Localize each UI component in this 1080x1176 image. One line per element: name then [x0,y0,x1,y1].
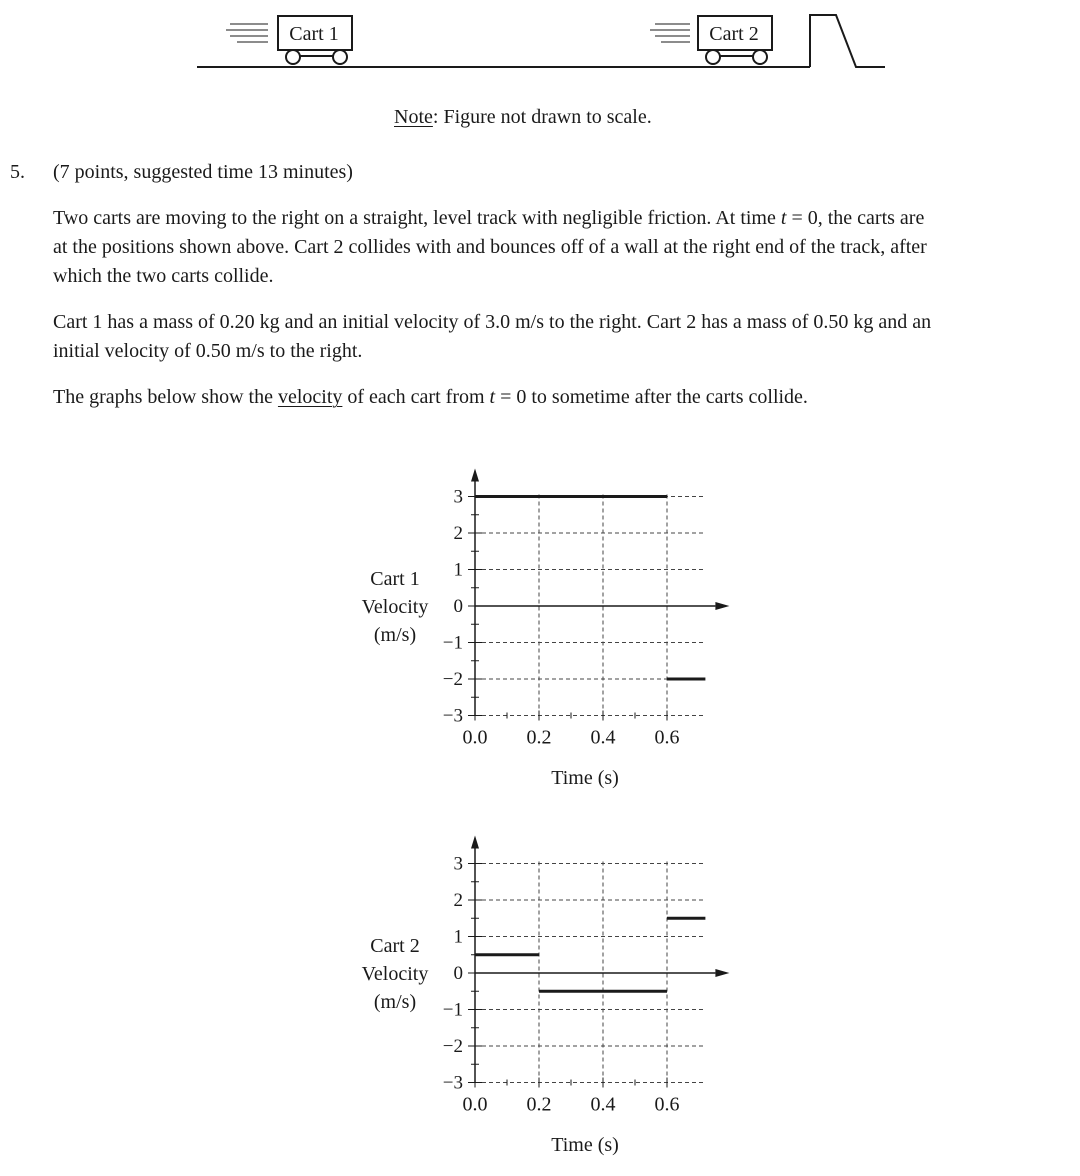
x-axis-label: Time (s) [551,1134,619,1156]
paragraph-3: The graphs below show the velocity of each cart from t = 0 to sometime after the carts collide. [53,386,808,408]
cart-1 [226,16,352,64]
x-tick-label: 0.4 [590,1093,616,1116]
paragraph-2 [53,308,1073,366]
carts-figure [0,0,1080,110]
question-number: 5. [10,161,25,183]
y-axis-label: (m/s) [373,624,417,646]
x-tick-label: 0.0 [462,726,488,749]
y-tick-label: −3 [442,1072,463,1094]
y-axis-label: Velocity [361,963,429,985]
question-points: (7 points, suggested time 13 minutes) [53,161,353,183]
x-tick-label: 0.6 [654,1093,680,1116]
cart-2-wheel [753,50,767,64]
x-axis-label: Time (s) [551,767,619,789]
x-tick-label: 0.4 [590,726,616,749]
y-tick-label: 2 [453,890,463,911]
x-axis-arrow [715,969,729,977]
y-tick-label: 3 [453,486,463,508]
x-tick-label: 0.2 [526,726,552,749]
cart-2 [650,16,772,64]
y-axis-label: Cart 1 [370,568,420,590]
cart-2-wheel [706,50,720,64]
y-tick-label: −3 [442,705,463,727]
y-tick-label: 0 [453,963,463,984]
note-label: Note [394,106,433,128]
t-symbol: t [780,207,787,229]
y-tick-label: −2 [442,669,463,690]
wall [810,15,885,67]
y-tick-label: 3 [453,853,463,875]
y-tick-label: −1 [442,632,463,654]
x-tick-label: 0.0 [462,1093,488,1116]
y-tick-label: 2 [453,523,463,544]
paragraph-2-line-1: Cart 1 has a mass of 0.20 kg and an initial velocity of 3.0 m/s to the right. Cart 2 has a mass of 0.50 kg and an [53,311,932,333]
y-axis-label: (m/s) [373,991,417,1013]
cart-1-label: Cart 1 [289,23,339,45]
y-axis-arrow [471,836,479,849]
paragraph-2-line-2: initial velocity of 0.50 m/s to the right. [53,340,363,362]
y-tick-label: −2 [442,1036,463,1057]
y-axis-label: Velocity [361,596,429,618]
note-text: : Figure not drawn to scale. [432,106,652,128]
t-symbol: t [489,386,496,408]
y-axis-arrow [471,469,479,482]
velocity-underlined: velocity [277,386,343,408]
paragraph-1-line-3: which the two carts collide. [53,265,274,287]
y-tick-label: −1 [442,999,463,1021]
x-axis-arrow [715,602,729,610]
paragraph-1-line-2: at the positions shown above. Cart 2 collides with and bounces off of a wall at the right end of the track, after [53,236,927,258]
y-axis-label: Cart 2 [370,935,420,957]
paragraph-1-line-1: Two carts are moving to the right on a straight, level track with negligible friction. At time t = 0, the carts are [53,207,925,229]
cart-1-motion-lines [226,24,268,42]
paragraph-1 [53,204,1073,291]
cart-2-velocity-chart [340,832,740,1162]
cart-1-wheel [286,50,300,64]
y-tick-label: 1 [453,926,463,948]
x-tick-label: 0.6 [654,726,680,749]
cart-2-label: Cart 2 [709,23,759,45]
figure-note [394,103,652,132]
cart-1-wheel [333,50,347,64]
y-tick-label: 0 [453,596,463,617]
cart-2-motion-lines [650,24,690,42]
x-tick-label: 0.2 [526,1093,552,1116]
y-tick-label: 1 [453,559,463,581]
cart-1-velocity-chart [340,465,740,795]
